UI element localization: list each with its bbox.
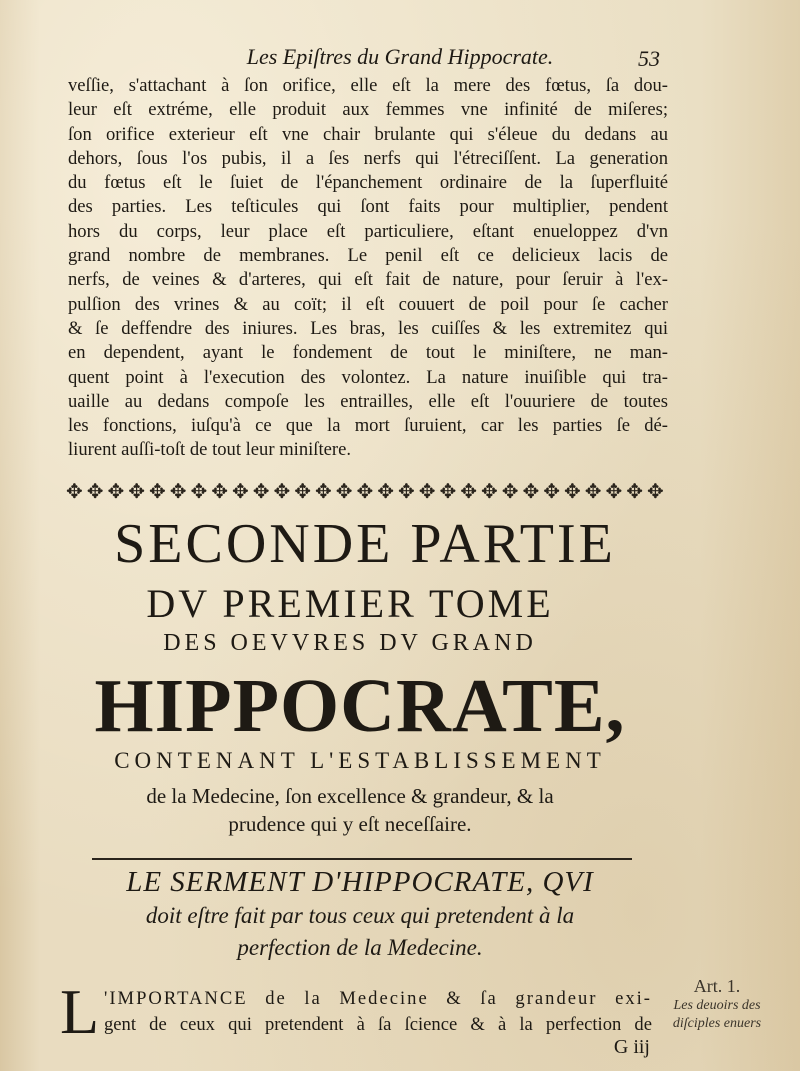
fleuron-icon: ✥ [128, 479, 146, 503]
text-line: grand nombre de membranes. Le penil eſt ce delicieux lacis de [68, 245, 668, 267]
oath-heading-line: perfection de la Medecine. [237, 935, 483, 960]
fleuron-icon: ✥ [252, 479, 270, 503]
fleuron-icon: ✥ [294, 479, 312, 503]
marginal-text: Les deuoirs des diſciples enuers [672, 998, 762, 1031]
oath-heading-line: LE SERMENT D'HIPPOCRATE, QVI [126, 866, 594, 898]
fleuron-icon: ✥ [564, 479, 581, 503]
fleuron-icon: ✥ [481, 479, 498, 503]
fleuron-icon: ✥ [356, 479, 374, 503]
text-line: leur eſt extréme, elle produit aux femmes vne infinité de miſeres; [68, 99, 668, 121]
tome-title: DV PREMIER TOME [146, 581, 554, 626]
subtitle-line: prudence qui y eſt neceſſaire. [228, 812, 472, 836]
text-line: gent de ceux qui pretendent à ſa ſcience & à la perfection de [104, 1014, 652, 1035]
works-title: DES OEVVRES DV GRAND [163, 630, 537, 656]
text-line: liurent auſſi-toſt de tout leur miniſtere. [68, 439, 351, 461]
fleuron-icon: ✥ [626, 479, 644, 503]
fleuron-icon: ✥ [522, 479, 540, 503]
text-line: 'IMPORTANCE de la Medecine & ſa grandeur exi- [104, 988, 652, 1009]
fleuron-icon: ✥ [501, 479, 519, 503]
fleuron-icon: ✥ [190, 479, 208, 503]
text-line: en dependent, ayant le fondement de tout le miniſtere, ne man- [68, 342, 668, 364]
text-line: ſon orifice exterieur eſt vne chair brulante qui s'éleue du dedans au [68, 123, 668, 145]
text-line: quent point à l'execution des volontez. La nature inuiſible qui tra- [68, 366, 668, 388]
marginal-article: Art. 1. [693, 976, 741, 996]
fleuron-icon: ✥ [232, 479, 249, 503]
fleuron-icon: ✥ [66, 479, 83, 503]
fleuron-icon: ✥ [86, 479, 104, 503]
fleuron-icon: ✥ [107, 479, 125, 503]
fleuron-icon: ✥ [315, 479, 332, 503]
fleuron-icon: ✥ [149, 479, 166, 503]
fleuron-icon: ✥ [169, 479, 187, 503]
running-title: Les Epiſtres du Grand Hippocrate. [246, 44, 554, 69]
fleuron-icon: ✥ [584, 479, 602, 503]
fleuron-icon: ✥ [418, 479, 436, 503]
text-line: du fœtus eſt le ſuiet de l'épanchement ordinaire de la ſuperfluité [68, 172, 668, 194]
text-line: hors du corps, leur place eſt particuliere, eſtant enueloppez d'vn [68, 220, 668, 242]
page-number: 53 [638, 46, 660, 71]
oath-heading [0, 864, 720, 964]
text-line: des parties. Les teſticules qui ſont faits pour multiplier, pendent [68, 196, 668, 218]
text-line: veſſie, s'attachant à ſon orifice, elle eſt la mere des fœtus, ſa dou- [68, 75, 668, 96]
fleuron-icon: ✥ [211, 479, 229, 503]
subtitle-line: de la Medecine, ſon excellence & grandeur, & la [146, 784, 554, 808]
fleuron-icon: ✥ [605, 479, 623, 503]
horizontal-rule [92, 858, 632, 860]
fleuron-icon: ✥ [398, 479, 415, 503]
text-line: dehors, ſous l'os pubis, il a ſes nerfs qui l'étreciſſent. La generation [68, 147, 668, 169]
fleuron-icon: ✥ [335, 479, 353, 503]
author-title: HIPPOCRATE, [94, 664, 626, 748]
marginal-note [658, 976, 776, 1033]
text-line: & ſe deffendre des iniures. Les bras, les cuiſſes & les extremitez qui [68, 317, 668, 339]
signature-mark: G iij [613, 1036, 650, 1058]
oath-heading-line: doit eſtre fait par tous ceux qui pretendent à la [145, 903, 575, 928]
drop-cap: L [60, 976, 100, 1047]
part-title: SECONDE PARTIE [114, 513, 616, 575]
text-line: les fonctions, iuſqu'à ce que la mort ſuruient, car les parties ſe dé- [68, 415, 668, 437]
fleuron-icon: ✥ [647, 479, 664, 503]
fleuron-icon: ✥ [377, 479, 395, 503]
fleuron-icon: ✥ [460, 479, 478, 503]
contents-title: CONTENANT L'ESTABLISSEMENT [114, 748, 606, 773]
fleuron-icon: ✥ [439, 479, 457, 503]
subtitle [0, 782, 700, 838]
text-line: nerfs, de veines & d'arteres, qui eſt fait de nature, pour ſeruir à l'ex- [68, 269, 668, 291]
body-paragraph [68, 74, 668, 463]
fleuron-icon: ✥ [273, 479, 291, 503]
text-line: pulſion des vrines & au coït; il eſt couuert de poil pour ſe cacher [68, 293, 668, 315]
fleuron-icon: ✥ [543, 479, 561, 503]
fleuron-ornament-band [66, 476, 664, 506]
text-line: uaille au dedans compoſe les entrailles, elle eſt l'ouuriere de toutes [68, 390, 668, 412]
